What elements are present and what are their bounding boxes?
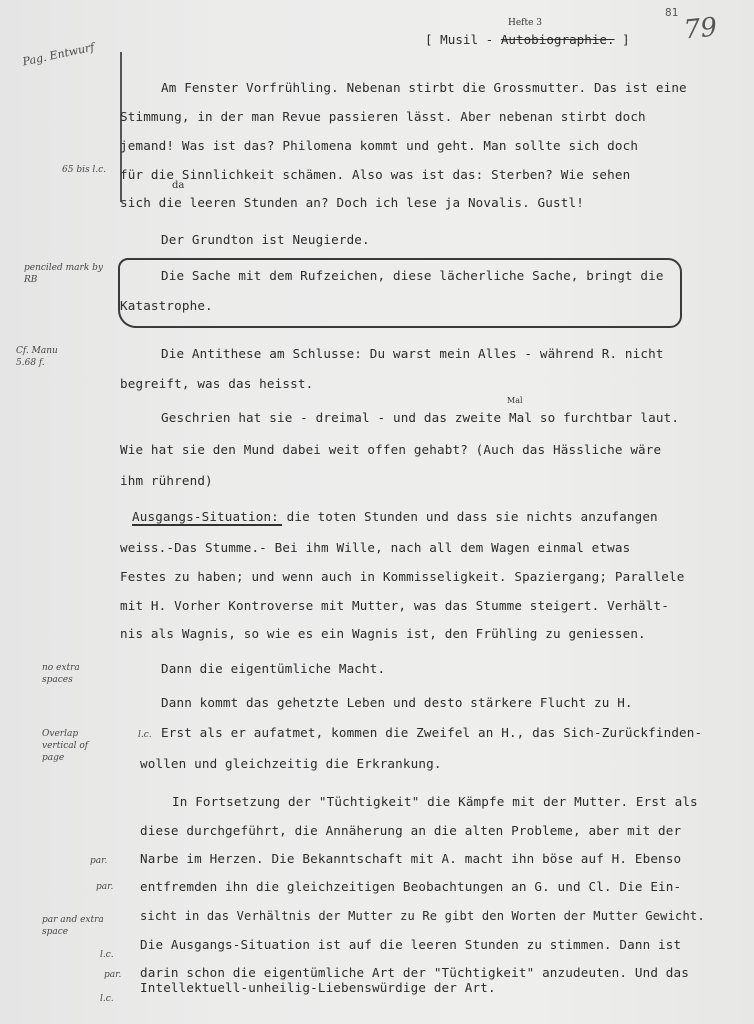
- text-line: begreift, was das heisst.: [120, 376, 314, 391]
- document-header: [425, 32, 630, 47]
- text-line: In Fortsetzung der "Tüchtigkeit" die Kämpfe mit der Mutter. Erst als: [172, 794, 698, 809]
- text-line: nis als Wagnis, so wie es ein Wagnis ist, den Frühling zu geniessen.: [120, 626, 646, 641]
- margin-note: Cf. Manu 5.68 f.: [16, 346, 58, 368]
- heading-underline: [132, 524, 282, 526]
- text-line: Ausgangs-Situation: die toten Stunden und dass sie nichts anzufangen: [132, 509, 658, 524]
- text-line: Die Ausgangs-Situation ist auf die leeren Stunden zu stimmen. Dann ist: [140, 937, 682, 952]
- interlinear-insert: Mal: [507, 396, 523, 405]
- header-struck-word: Autobiographie.: [500, 32, 615, 47]
- text-line: darin schon die eigentümliche Art der "Tüchtigkeit" anzudeuten. Und das: [140, 965, 689, 980]
- text-line: mit H. Vorher Kontroverse mit Mutter, was das Stumme steigert. Verhält-: [120, 598, 669, 613]
- interlinear-insert: da: [172, 180, 185, 191]
- header-suffix: ]: [614, 32, 630, 47]
- margin-note: no extra spaces: [42, 663, 80, 685]
- margin-note: l.c.: [100, 994, 114, 1004]
- text-line: Narbe im Herzen. Die Bekanntschaft mit A. macht ihn böse auf H. Ebenso: [140, 851, 682, 866]
- text-line: wollen und gleichzeitig die Erkrankung.: [140, 756, 442, 771]
- margin-note: 65 bis l.c.: [62, 165, 107, 175]
- text-line: sicht in das Verhältnis der Mutter zu Re gibt den Worten der Mutter Gewicht.: [140, 909, 705, 923]
- text-line: diese durchgeführt, die Annäherung an die alten Probleme, aber mit der: [140, 823, 682, 838]
- margin-note: Pag. Entwurf: [21, 40, 96, 69]
- text-line: Am Fenster Vorfrühling. Nebenan stirbt die Grossmutter. Das ist eine: [161, 80, 687, 95]
- text-line: ihm rührend): [120, 473, 213, 488]
- margin-note: Overlap vertical of page: [42, 729, 89, 763]
- handwritten-page-number: 79: [682, 12, 719, 46]
- page-number: 81: [665, 6, 679, 19]
- margin-note: penciled mark by RB: [24, 263, 103, 285]
- text-line: Dann kommt das gehetzte Leben und desto stärkere Flucht zu H.: [161, 695, 633, 710]
- text-line: Dann die eigentümliche Macht.: [161, 661, 386, 676]
- header-insertion: Hefte 3: [508, 18, 543, 28]
- text-line: Geschrien hat sie - dreimal - und das zweite Mal so furchtbar laut.: [161, 410, 680, 425]
- text-line: jemand! Was ist das? Philomena kommt und geht. Man sollte sich doch: [120, 138, 639, 153]
- margin-note: l.c.: [100, 950, 114, 960]
- text-line: Die Sache mit dem Rufzeichen, diese lächerliche Sache, bringt die: [161, 268, 664, 283]
- text-line: Stimmung, in der man Revue passieren lässt. Aber nebenan stirbt doch: [120, 109, 646, 124]
- margin-note: par.: [96, 882, 114, 892]
- text-line: Festes zu haben; und wenn auch in Kommisseligkeit. Spaziergang; Parallele: [120, 569, 685, 584]
- margin-note: l.c.: [138, 730, 152, 740]
- text-line: weiss.-Das Stumme.- Bei ihm Wille, nach all dem Wagen einmal etwas: [120, 540, 631, 555]
- text-line: für die Sinnlichkeit schämen. Also was ist das: Sterben? Wie sehen: [120, 167, 631, 182]
- text-line: Die Antithese am Schlusse: Du warst mein Alles - während R. nicht: [161, 346, 664, 361]
- text-line: Erst als er aufatmet, kommen die Zweifel an H., das Sich-Zurückfinden-: [161, 725, 703, 740]
- text-line: Der Grundton ist Neugierde.: [161, 232, 370, 247]
- text-line: Katastrophe.: [120, 298, 213, 313]
- header-prefix: [ Musil -: [425, 32, 501, 47]
- margin-note: par and extra space: [42, 915, 104, 937]
- margin-note: par.: [104, 970, 122, 980]
- text-line: Intellektuell-unheilig-Liebenswürdige der Art.: [140, 980, 496, 995]
- text-line: entfremden ihn die gleichzeitigen Beobachtungen an G. und Cl. Die Ein-: [140, 879, 682, 894]
- text-line: sich die leeren Stunden an? Doch ich lese ja Novalis. Gustl!: [120, 195, 584, 210]
- text-line: Wie hat sie den Mund dabei weit offen gehabt? (Auch das Hässliche wäre: [120, 442, 662, 457]
- margin-note: par.: [90, 856, 108, 866]
